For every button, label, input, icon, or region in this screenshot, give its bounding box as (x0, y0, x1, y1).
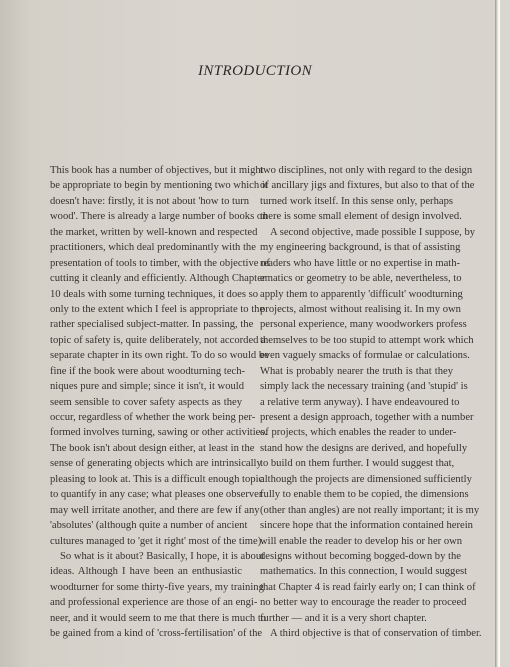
text-line: will enable the reader to develop his or her own (260, 535, 463, 547)
text-line: present a design approach, together with a number (260, 412, 474, 423)
text-line: projects, almost without realising it. In my own (260, 303, 461, 315)
text-line: 'absolutes' (although quite a number of ancient (50, 520, 248, 532)
text-line: only to the extent which I feel is appropriate to the (50, 303, 265, 315)
text-line: niques pure and simple; since it isn't, it would (50, 381, 245, 393)
text-line: 10 deals with some turning techniques, it does so (50, 288, 259, 300)
text-line: to quantify in any case; what pleases one observer (50, 489, 263, 501)
text-line: practitioners, which deal predominantly with the (50, 242, 256, 254)
text-line: be gained from a kind of 'cross-fertilisation' of the (50, 628, 263, 640)
text-line: stand how the designs are derived, and hopefully (260, 442, 468, 454)
text-line: separate chapter in its own right. To do so would be (50, 350, 269, 362)
text-line: further — and it is a very short chapter. (260, 612, 427, 624)
text-line: that Chapter 4 is read fairly early on; I can think of (260, 581, 476, 593)
text-line: mathematics. In this connection, I would suggest (260, 566, 468, 578)
text-column-right (260, 163, 482, 642)
text-line: A second objective, made possible I suppose, by (270, 226, 476, 238)
chapter-title: INTRODUCTION (198, 63, 312, 79)
text-line: pleasing to look at. This is a difficult enough topic (50, 473, 264, 485)
text-line: What is probably nearer the truth is that they (260, 365, 453, 377)
text-line: apply them to apparently 'difficult' woodturning (260, 288, 463, 300)
text-line: may well irritate another, and there are few if any (50, 504, 260, 516)
text-line: cultures managed to 'get it right' most of the time). (50, 535, 264, 547)
text-line: even vaguely smacks of formulae or calculations. (260, 350, 470, 362)
text-line: to build on them further. I would suggest that, (260, 458, 455, 470)
text-line: The book isn't about design either, at least in the (50, 442, 255, 454)
text-line: my engineering background, is that of assisting (260, 242, 461, 254)
text-line: formed involves turning, sawing or other activities. (50, 427, 268, 439)
text-line: simply lack the necessary training (and 'stupid' is (260, 381, 468, 393)
text-line: seem sensible to cover safety aspects as they (50, 396, 242, 408)
text-line: This book has a number of objectives, but it might (50, 165, 264, 176)
text-line: sincere hope that the information contained herein (260, 520, 473, 532)
text-line: presentation of tools to timber, with the objective of (50, 257, 270, 269)
text-line: personal experience, many woodworkers profess (260, 319, 467, 331)
text-line: neer, and it would seem to me that there is much to (50, 612, 267, 624)
page-edge (495, 0, 500, 667)
text-line: and professional experience are those of an engi- (50, 597, 258, 609)
text-line: be appropriate to begin by mentioning two which it (50, 180, 268, 192)
text-line: fine if the book were about woodturning tech- (50, 365, 246, 377)
text-line: two disciplines, not only with regard to the design (260, 165, 473, 176)
text-line: ematics or geometry to be able, nevertheless, to (260, 273, 462, 285)
text-line: no better way to encourage the reader to proceed (260, 597, 467, 609)
text-column-left (50, 163, 270, 642)
text-line: there is some small element of design involved. (260, 211, 462, 223)
text-line: turned work itself. In this sense only, perhaps (260, 195, 453, 207)
text-line: designs without becoming bogged-down by the (260, 550, 461, 562)
text-line: readers who have little or no expertise in math- (260, 257, 461, 269)
text-line: topic of safety is, quite deliberately, not accorded a (50, 334, 266, 346)
text-line: cutting it cleanly and efficiently. Although Chapter (50, 273, 266, 285)
text-line: ideas. Although I have been an enthusiastic (50, 566, 242, 578)
text-line: themselves to be too stupid to attempt work which (260, 334, 474, 346)
text-line: of ancillary jigs and fixtures, but also to that of the (260, 180, 475, 192)
text-line: So what is it about? Basically, I hope, it is about (60, 550, 265, 562)
text-line: A third objective is that of conservation of timber. (270, 628, 482, 640)
text-line: occur, regardless of whether the work being per- (50, 412, 256, 423)
text-line: fully to enable them to be copied, the dimensions (260, 489, 469, 501)
text-line: rather specialised subject-matter. In passing, the (50, 319, 254, 331)
text-line: a relative term anyway). I have endeavoured to (260, 396, 460, 408)
text-line: of projects, which enables the reader to under- (260, 427, 457, 439)
text-line: the market, written by well-known and respected (50, 226, 258, 238)
text-line: (other than angles) are not really important; it is my (260, 504, 480, 516)
text-line: sense of generating objects which are intrinsically (50, 458, 262, 470)
text-line: wood'. There is already a large number of books on (50, 211, 268, 223)
text-line: although the projects are dimensioned sufficiently (260, 473, 472, 485)
text-line: woodturner for some thirty-five years, my training (50, 581, 264, 593)
text-line: doesn't have: firstly, it is not about 'how to turn (50, 195, 250, 207)
